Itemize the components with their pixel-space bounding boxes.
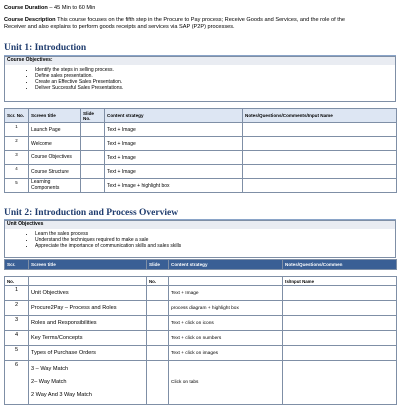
col-blank	[29, 277, 147, 286]
unit1-objective-item: • Define sales presentation.	[35, 73, 395, 79]
unit2-objective-item: • Understand the techniques required to make a sale	[35, 237, 395, 243]
unit2-objectives-list	[35, 231, 395, 249]
col-notes: Notes/Questions/Comments/Input Name	[243, 109, 397, 123]
unit1-objective-item: • Identify the steps in selling process.	[35, 67, 395, 73]
row-content-strategy: Text + Image + highlight box	[105, 179, 243, 193]
course-description-line2: Receiver and also explains to perform goods receipts and services via SAP (P2P) processes.	[4, 24, 235, 30]
table-row	[5, 165, 397, 179]
unit1-screens-table	[4, 108, 397, 193]
row-number: 1	[5, 286, 29, 301]
unit1-objectives-list	[35, 67, 395, 91]
row-number: 6	[5, 361, 29, 405]
table-row	[5, 137, 397, 151]
row-slide-no	[147, 316, 169, 331]
row-slide-no	[81, 165, 105, 179]
col-slide-no: Slide No.	[81, 109, 105, 123]
unit2-objective-item: • Learn the sales process	[35, 231, 395, 237]
unit2-objectives-box	[4, 220, 396, 258]
col-no-mid: No.	[147, 277, 169, 286]
unit1-objectives-box	[4, 56, 396, 102]
row-slide-no	[81, 137, 105, 151]
col-notes-cont: ts/Input Name	[283, 277, 397, 286]
col-blank	[169, 277, 283, 286]
course-duration-value: – 45 Min to 60 Min	[49, 5, 96, 11]
row-notes	[283, 286, 397, 301]
row-slide-no	[147, 286, 169, 301]
row-number: 2	[5, 137, 29, 151]
row-screen-title: Key Terms/Concepts	[29, 331, 147, 346]
row-slide-no	[147, 346, 169, 361]
row-screen-title: Welcome	[29, 137, 81, 151]
row-content-strategy: Text + click on numbers	[169, 331, 283, 346]
match-line: 3 – Way Match	[31, 366, 69, 372]
row-number: 4	[5, 331, 29, 346]
row-notes	[283, 316, 397, 331]
unit2-screens-table	[4, 259, 397, 270]
unit2-objectives-label: Unit Objectives	[5, 221, 395, 229]
row-notes	[243, 151, 397, 165]
unit2-table-header	[5, 260, 397, 270]
col-content-strategy: Content strategy	[105, 109, 243, 123]
row-number: 2	[5, 301, 29, 316]
row-content-strategy: Text + Image	[105, 123, 243, 137]
row-slide-no	[81, 179, 105, 193]
row-slide-no	[81, 151, 105, 165]
row-screen-title: Course Objectives	[29, 151, 81, 165]
unit1-objective-item: • Create an Effective Sales Presentation.	[35, 79, 395, 85]
row-notes	[243, 179, 397, 193]
col-content-strategy: Content strategy	[169, 260, 283, 270]
row-number: 3	[5, 151, 29, 165]
row-slide-no	[147, 361, 169, 405]
col-no-left: No.	[5, 277, 29, 286]
row-content-strategy: process diagram + highlight box	[169, 301, 283, 316]
unit1-objective-item: • Deliver Successful Sales Presentations.	[35, 85, 395, 91]
unit2-title: Unit 2: Introduction and Process Overview	[4, 208, 179, 218]
row-slide-no	[147, 301, 169, 316]
match-line: 2– Way Match	[31, 379, 67, 385]
table-row	[5, 361, 397, 405]
row-notes	[283, 346, 397, 361]
course-description	[4, 17, 396, 31]
row-screen-title: Unit Objectives	[29, 286, 147, 301]
row-notes	[283, 331, 397, 346]
row-slide-no	[81, 123, 105, 137]
row-slide-no	[147, 331, 169, 346]
row-number: 1	[5, 123, 29, 137]
col-screen-title: Screen title	[29, 109, 81, 123]
table-row	[5, 346, 397, 361]
unit2-subheader	[5, 277, 397, 286]
row-screen-title: Procure2Pay – Process and Roles	[29, 301, 147, 316]
row-content-strategy: Text + Image	[105, 137, 243, 151]
row-notes	[243, 137, 397, 151]
row-content-strategy: Text + click on images	[169, 346, 283, 361]
col-scr-no: Scr. No.	[5, 109, 29, 123]
table-row	[5, 331, 397, 346]
row-notes	[283, 301, 397, 316]
course-duration-label: Course Duration	[4, 5, 48, 11]
row-notes	[243, 123, 397, 137]
row-notes	[283, 361, 397, 405]
course-description-label: Course Description	[4, 17, 56, 23]
unit2-screens-detail-table	[4, 276, 397, 405]
col-slide: Slide	[147, 260, 169, 270]
table-row	[5, 286, 397, 301]
course-description-line1: This course focuses on the fifth step in the Procure to Pay process; Receive Goods and Services, and the role of the	[57, 17, 345, 23]
row-screen-title-multi	[29, 361, 147, 405]
row-content-strategy: Text + click on icons	[169, 316, 283, 331]
row-screen-title: Learning Components	[29, 179, 81, 193]
unit1-table-header	[5, 109, 397, 123]
row-content-strategy: Click on tabs	[169, 361, 283, 405]
unit1-title: Unit 1: Introduction	[4, 43, 87, 53]
row-screen-title: Types of Purchase Orders	[29, 346, 147, 361]
row-number: 4	[5, 165, 29, 179]
table-row	[5, 301, 397, 316]
row-number: 3	[5, 316, 29, 331]
row-screen-title: Roles and Responsibilities	[29, 316, 147, 331]
row-screen-title: Course Structure	[29, 165, 81, 179]
col-notes: Notes/Questions/Commen	[283, 260, 397, 270]
match-line: 2 Way And 3 Way Match	[31, 392, 92, 398]
row-notes	[243, 165, 397, 179]
course-duration	[4, 5, 95, 12]
row-number: 5	[5, 346, 29, 361]
table-row	[5, 123, 397, 137]
row-content-strategy: Text + Image	[105, 151, 243, 165]
col-scr: Scr.	[5, 260, 29, 270]
table-row	[5, 151, 397, 165]
unit1-objectives-label: Course Objectives:	[5, 57, 395, 65]
col-screen-title: Screen title	[29, 260, 147, 270]
row-content-strategy: Text + Image	[169, 286, 283, 301]
row-number: 5	[5, 179, 29, 193]
row-screen-title: Launch Page	[29, 123, 81, 137]
table-row	[5, 179, 397, 193]
row-content-strategy: Text + Image	[105, 165, 243, 179]
table-row	[5, 316, 397, 331]
unit2-objective-item: • Appreciate the importance of communication skills and sales skills	[35, 243, 395, 249]
